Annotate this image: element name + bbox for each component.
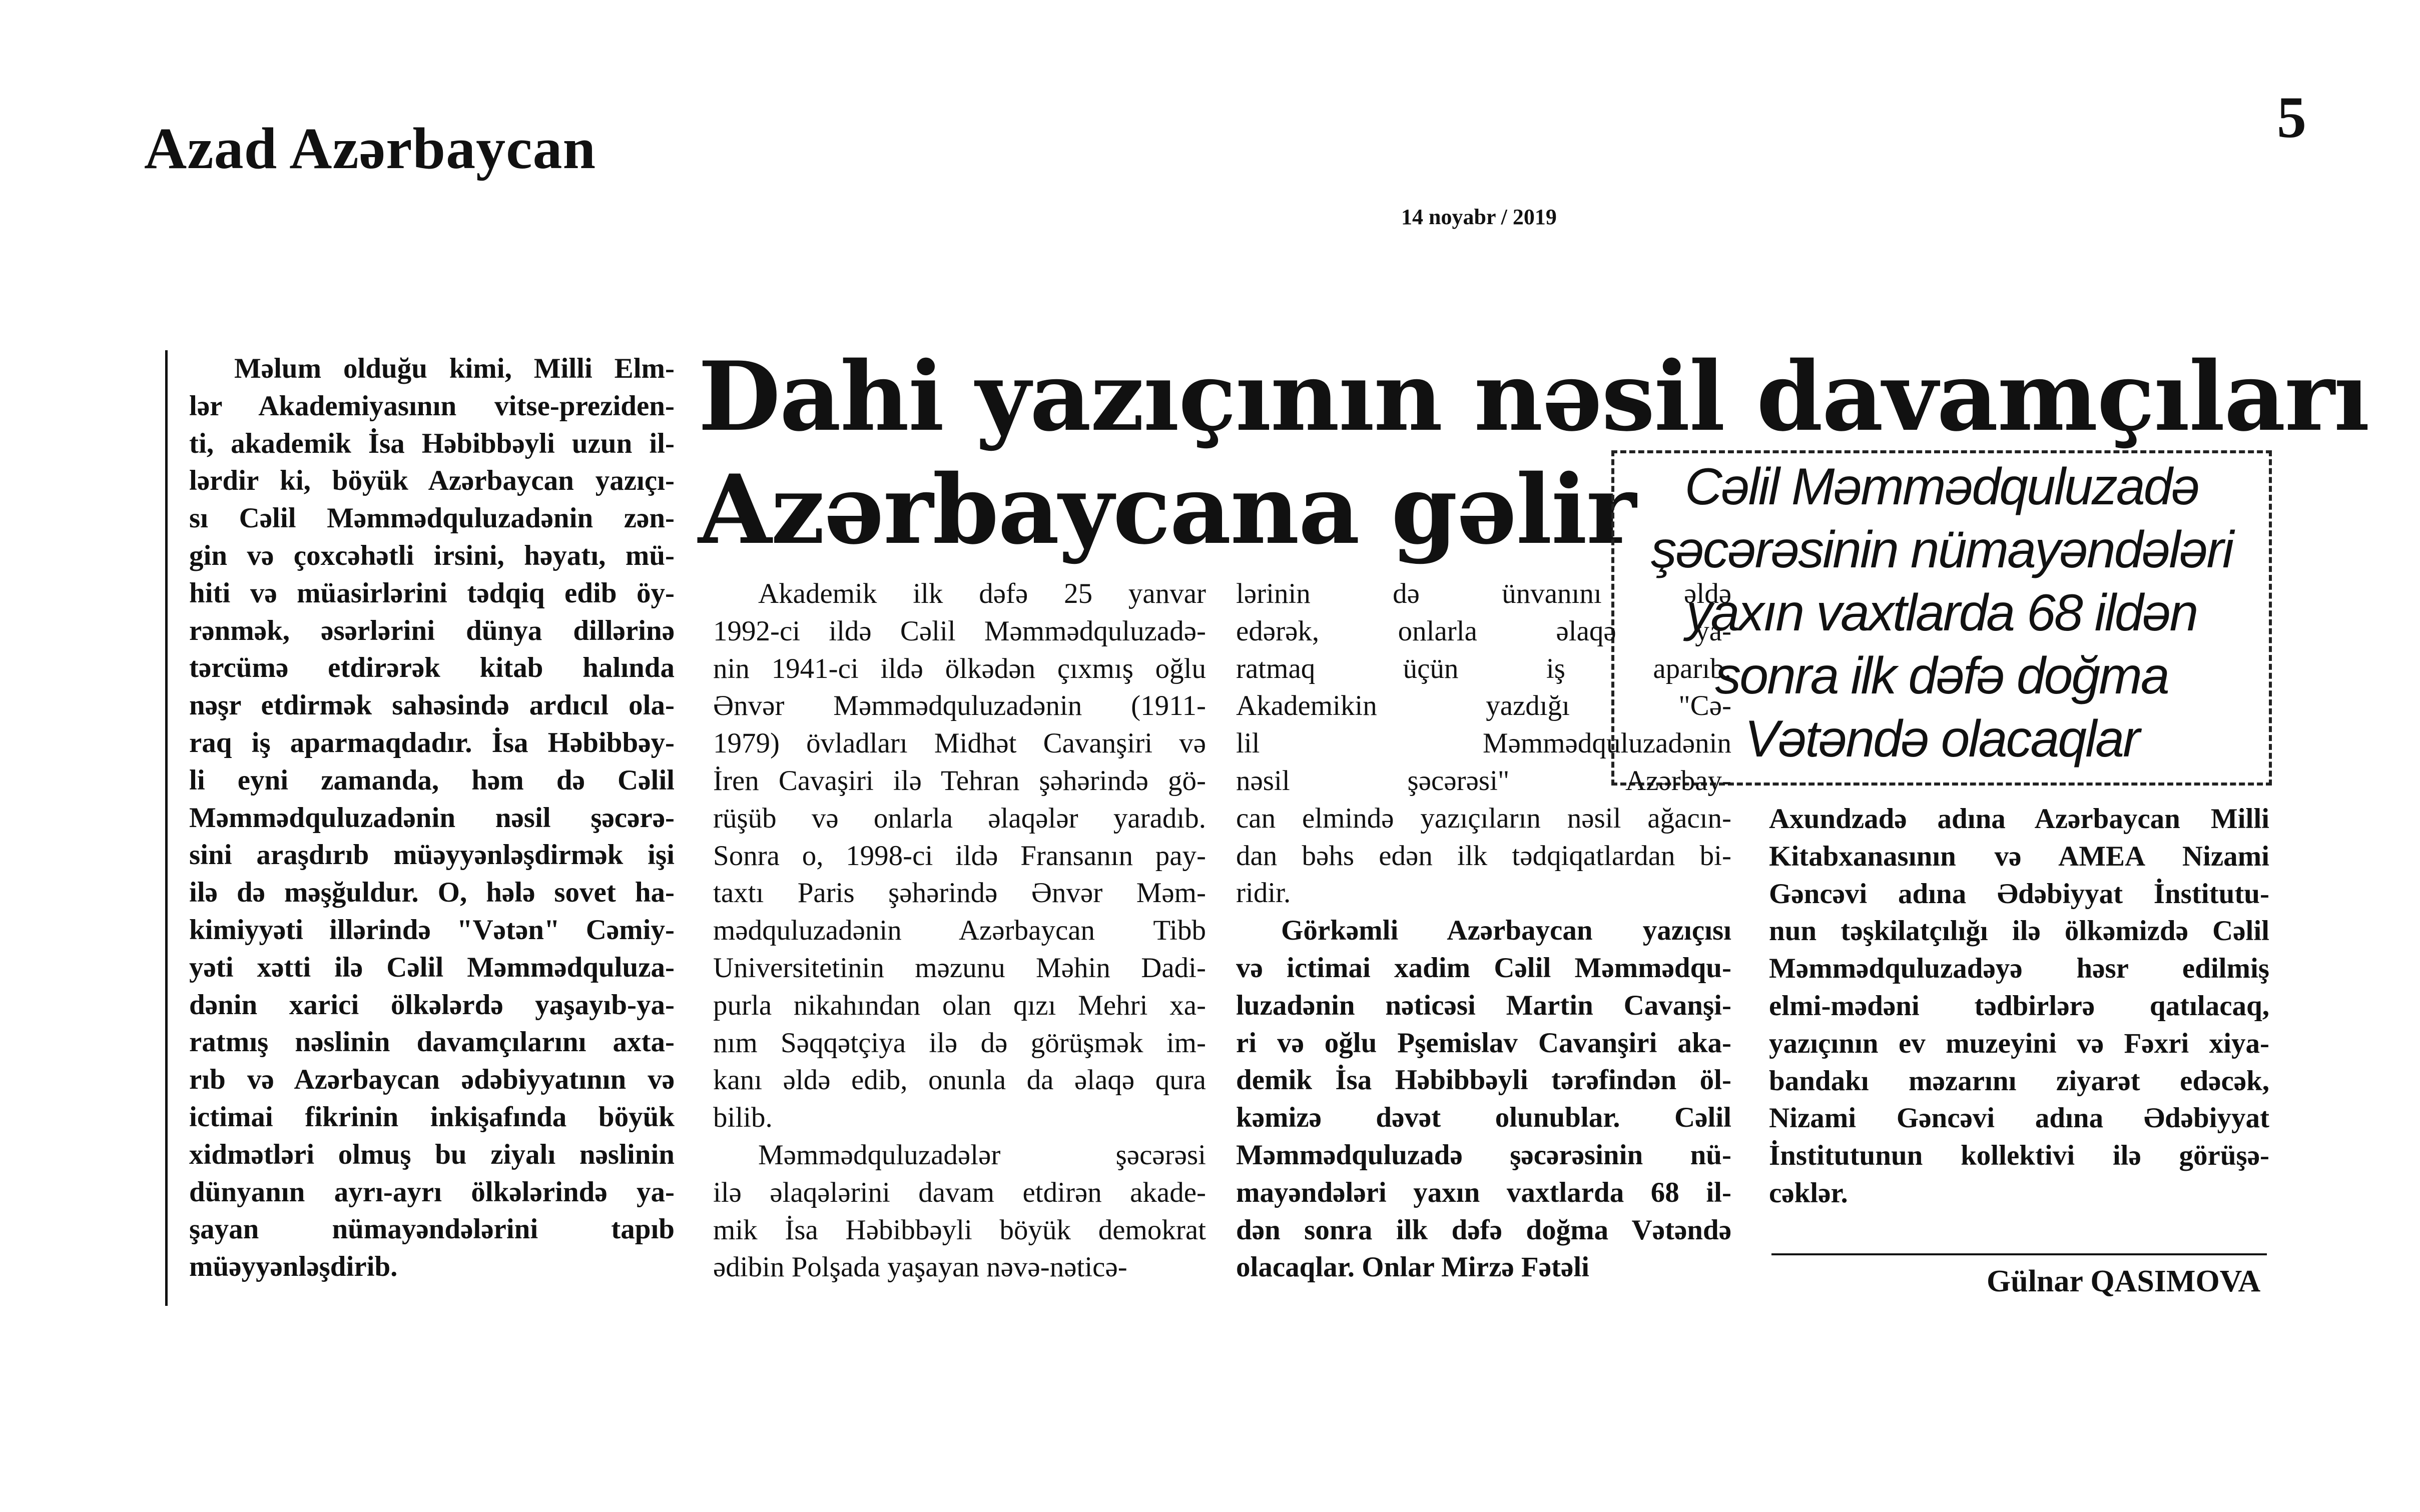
column-1 xyxy=(189,350,675,1286)
text-line: ədibin Polşada yaşayan nəvə-nəticə- xyxy=(713,1251,1127,1283)
text-line: Nizami Gəncəvi adına Ədəbiyyat xyxy=(1769,1102,2269,1134)
text-line: 1992-ci ildə Cəlil Məmmədquluzadə- xyxy=(713,615,1206,647)
text-line: sı Cəlil Məmmədquluzadənin zən- xyxy=(189,502,675,534)
text-line: luzadənin nəticəsi Martin Cavanşi- xyxy=(1236,989,1731,1021)
byline: Gülnar QASIMOVA xyxy=(1987,1264,2261,1298)
text-line: Gəncəvi adına Ədəbiyyat İnstitutu- xyxy=(1769,878,2269,910)
text-line: lil Məmmədquluzadənin xyxy=(1236,727,1731,760)
text-line: lər Akademiyasının vitse-preziden- xyxy=(189,390,675,422)
text-line: elmi-mədəni tədbirlərə qatılacaq, xyxy=(1769,990,2269,1022)
text-line: kanı əldə edib, onunla da əlaqə qura xyxy=(713,1064,1206,1096)
text-line: demik İsa Həbibbəyli tərəfindən öl- xyxy=(1236,1064,1731,1096)
callout-line: sonra ilk dəfə doğma xyxy=(1715,647,2168,705)
text-line: dan bəhs edən ilk tədqiqatlardan bi- xyxy=(1236,840,1731,872)
text-line: nin 1941-ci ildə ölkədən çıxmış oğlu xyxy=(713,652,1206,684)
page-number: 5 xyxy=(2277,85,2306,150)
text-line: 1979) övladları Midhət Cavanşiri və xyxy=(713,727,1206,760)
text-line: edərək, onlarla əlaqə ya- xyxy=(1236,615,1731,647)
text-line: hiti və müasirlərini tədqiq edib öy- xyxy=(189,577,675,609)
text-line: ictimai fikrinin inkişafında böyük xyxy=(189,1101,675,1133)
text-line: dənin xarici ölkələrdə yaşayıb-ya- xyxy=(189,989,675,1021)
dateline: 14 noyabr / 2019 xyxy=(1401,205,1557,229)
masthead: Azad Azərbaycan xyxy=(144,116,596,181)
text-line: can elmində yazıçıların nəsil ağacın- xyxy=(1236,802,1731,834)
text-line: Məmmədquluzadəyə həsr edilmiş xyxy=(1769,953,2269,985)
text-line: Məmmədquluzadə şəcərəsinin nü- xyxy=(1236,1139,1731,1171)
text-line: kəmizə dəvət olunublar. Cəlil xyxy=(1236,1102,1731,1134)
text-line: lərdir ki, böyük Azərbaycan yazıçı- xyxy=(189,465,675,497)
text-line: rıb və Azərbaycan ədəbiyyatının və xyxy=(189,1064,675,1096)
column-4 xyxy=(1769,801,2269,1212)
text-line: Ənvər Məmmədquluzadənin (1911- xyxy=(713,690,1206,722)
text-line: Axundzadə adına Azərbaycan Milli xyxy=(1769,803,2269,835)
text-line: rüşüb və onlarla əlaqələr yaradıb. xyxy=(713,802,1206,834)
text-line: Görkəmli Azərbaycan yazıçısı xyxy=(1281,915,1731,947)
text-line: İren Cavaşiri ilə Tehran şəhərində gö- xyxy=(713,765,1206,797)
text-line: müəyyənləşdirib. xyxy=(189,1251,398,1283)
text-line: lərinin də ünvanını əldə xyxy=(1236,578,1731,609)
text-line: taxtı Paris şəhərində Ənvər Məm- xyxy=(713,877,1206,909)
text-line: sini araşdırıb müəyyənləşdirmək işi xyxy=(189,839,675,871)
column-3 xyxy=(1236,575,1731,1286)
text-line: kimiyyəti illərində "Vətən" Cəmiy- xyxy=(189,914,675,946)
left-column-rule xyxy=(165,350,168,1306)
text-line: rənmək, əsərlərini dünya dillərinə xyxy=(189,614,675,646)
text-line: ridir. xyxy=(1236,877,1291,909)
text-line: dünyanın ayrı-ayrı ölkələrində ya- xyxy=(189,1176,675,1208)
text-line: Sonra o, 1998-ci ildə Fransanın pay- xyxy=(713,840,1206,872)
text-line: ti, akademik İsa Həbibbəyli uzun il- xyxy=(189,427,675,459)
text-line: mayəndələri yaxın vaxtlarda 68 il- xyxy=(1236,1176,1731,1208)
text-line: gin və çoxcəhətli irsini, həyatı, mü- xyxy=(189,539,675,571)
text-line: yazıçının ev muzeyini və Fəxri xiya- xyxy=(1769,1027,2269,1059)
text-line: tərcümə etdirərək kitab halında xyxy=(189,652,675,684)
headline-line-2: Azərbaycana gəlir xyxy=(698,454,1636,565)
callout-line: Vətəndə olacaqlar xyxy=(1744,710,2139,768)
text-line: Akademik ilk dəfə 25 yanvar xyxy=(758,578,1206,609)
text-line: Məlum olduğu kimi, Milli Elm- xyxy=(234,353,675,384)
text-line: purla nikahından olan qızı Mehri xa- xyxy=(713,989,1206,1021)
text-line: ilə də məşğuldur. O, hələ sovet ha- xyxy=(189,877,675,909)
byline-rule xyxy=(1771,1253,2267,1255)
text-line: ratmaq üçün iş aparıb. xyxy=(1236,652,1731,684)
text-line: cəklər. xyxy=(1769,1177,1848,1209)
text-line: dən sonra ilk dəfə doğma Vətəndə xyxy=(1236,1214,1731,1246)
text-line: mədquluzadənin Azərbaycan Tibb xyxy=(713,915,1206,947)
text-line: li eyni zamanda, həm də Cəlil xyxy=(189,764,675,796)
column-2 xyxy=(713,575,1206,1286)
text-line: Universitetinin məzunu Məhin Dadi- xyxy=(713,952,1206,984)
text-line: olacaqlar. Onlar Mirzə Fətəli xyxy=(1236,1251,1589,1283)
callout-line: yaxın vaxtlarda 68 ildən xyxy=(1686,584,2197,642)
text-line: bandakı məzarını ziyarət edəcək, xyxy=(1769,1065,2269,1097)
text-line: İnstitutunun kollektivi ilə görüşə- xyxy=(1769,1140,2269,1172)
text-line: və ictimai xadim Cəlil Məmmədqu- xyxy=(1236,952,1731,984)
text-line: Məmmədquluzadələr şəcərəsi xyxy=(758,1139,1206,1171)
text-line: mik İsa Həbibbəyli böyük demokrat xyxy=(713,1214,1206,1246)
text-line: bilib. xyxy=(713,1102,773,1134)
text-line: nəsil şəcərəsi" Azərbay- xyxy=(1236,765,1731,797)
text-line: ilə əlaqələrini davam etdirən akade- xyxy=(713,1176,1206,1208)
text-line: xidmətləri olmuş bu ziyalı nəslinin xyxy=(189,1138,675,1170)
text-line: Kitabxanasının və AMEA Nizami xyxy=(1769,840,2269,872)
text-line: nəşr etdirmək sahəsində ardıcıl ola- xyxy=(189,689,675,721)
text-line: Akademikin yazdığı "Cə- xyxy=(1236,690,1731,722)
text-line: ri və oğlu Pşemislav Cavanşiri aka- xyxy=(1236,1027,1731,1059)
text-line: şayan nümayəndələrini tapıb xyxy=(189,1213,675,1245)
text-line: ratmış nəslinin davamçılarını axta- xyxy=(189,1026,675,1058)
text-line: raq iş aparmaqdadır. İsa Həbibbəy- xyxy=(189,726,675,759)
headline-line-1: Dahi yazıçının nəsil davamçıları xyxy=(698,341,2369,452)
callout-line: Cəlil Məmmədquluzadə xyxy=(1684,458,2199,516)
text-line: Məmmədquluzadənin nəsil şəcərə- xyxy=(189,802,675,834)
callout-line: şəcərəsinin nümayəndələri xyxy=(1650,521,2233,579)
text-line: nun təşkilatçılığı ilə ölkəmizdə Cəlil xyxy=(1769,915,2269,947)
text-line: nım Səqqətçiya ilə də görüşmək im- xyxy=(713,1027,1206,1059)
text-line: yəti xətti ilə Cəlil Məmmədquluza- xyxy=(189,951,675,983)
